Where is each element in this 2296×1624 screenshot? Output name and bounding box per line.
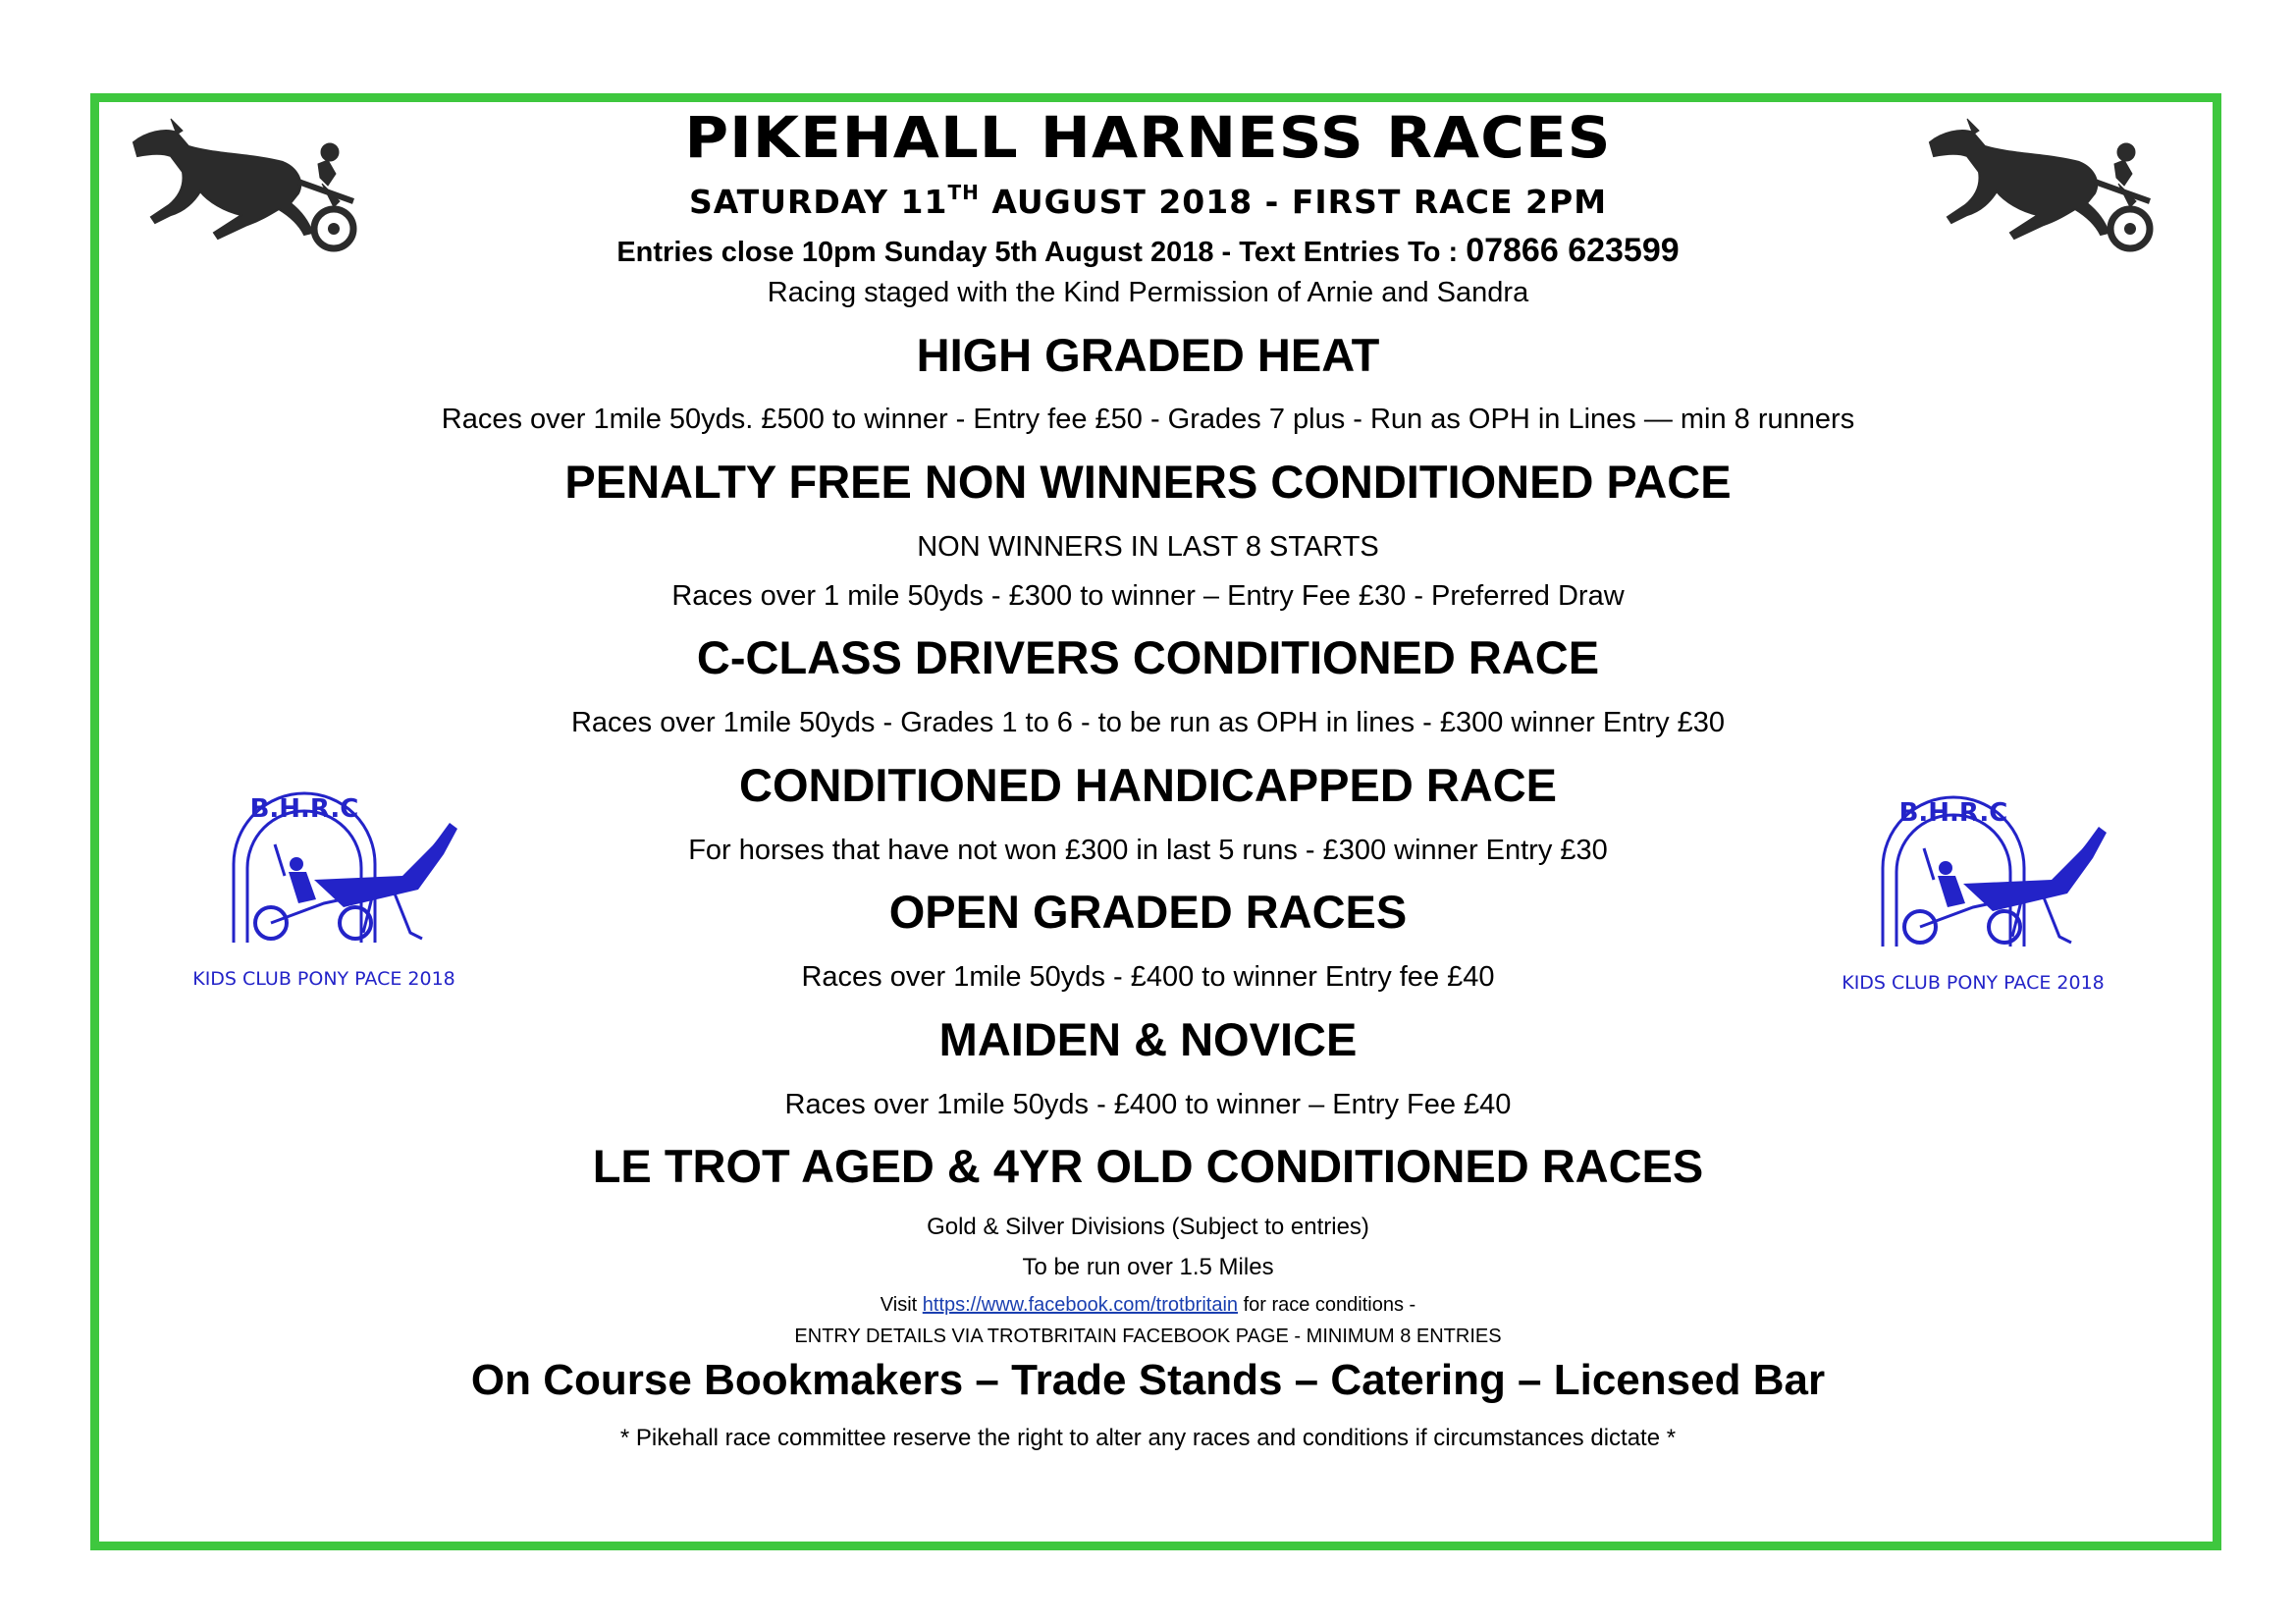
race-heading: PENALTY FREE NON WINNERS CONDITIONED PACE xyxy=(564,456,1732,508)
race-heading: MAIDEN & NOVICE xyxy=(938,1013,1358,1065)
race-details: Gold & Silver Divisions (Subject to entries) xyxy=(927,1214,1369,1240)
visit-after-text: for race conditions - xyxy=(1238,1294,1416,1316)
race-details: To be run over 1.5 Miles xyxy=(1022,1254,1274,1280)
event-date-ordinal: TH xyxy=(947,181,980,204)
race-details: NON WINNERS IN LAST 8 STARTS xyxy=(917,531,1379,563)
bhrc-logo-left xyxy=(177,785,471,1011)
race-heading: C-CLASS DRIVERS CONDITIONED RACE xyxy=(696,631,1600,683)
event-date-suffix: AUGUST 2018 - FIRST RACE 2PM xyxy=(979,183,1608,221)
entry-details: ENTRY DETAILS VIA TROTBRITAIN FACEBOOK PAGE - MINIMUM 8 ENTRIES xyxy=(794,1326,1502,1347)
entries-close xyxy=(0,232,2296,270)
logo-caption: KIDS CLUB PONY PACE 2018 xyxy=(192,968,455,990)
race-details: For horses that have not won £300 in last 5 runs - £300 winner Entry £30 xyxy=(688,835,1608,866)
visit-text: Visit xyxy=(880,1294,923,1316)
page-title: PIKEHALL HARNESS RACES xyxy=(684,104,1612,171)
permission-note: Racing staged with the Kind Permission of Arnie and Sandra xyxy=(767,277,1529,308)
race-details: Races over 1mile 50yds - £400 to winner Entry fee £40 xyxy=(801,961,1495,993)
event-date xyxy=(0,181,2296,221)
race-details: Races over 1 mile 50yds - £300 to winner – Entry Fee £30 - Preferred Draw xyxy=(671,580,1625,612)
entries-text: Entries close 10pm Sunday 5th August 2018 - Text Entries To : xyxy=(616,237,1467,268)
bhrc-letters: B.H.R.C xyxy=(249,794,359,824)
disclaimer: * Pikehall race committee reserve the right to alter any races and conditions if circumstances dictate * xyxy=(619,1425,1677,1451)
event-date-prefix: SATURDAY 11 xyxy=(688,183,948,221)
bhrc-logo-right xyxy=(1826,789,2120,1015)
facilities-line: On Course Bookmakers – Trade Stands – Catering – Licensed Bar xyxy=(470,1356,1826,1404)
race-details: Races over 1mile 50yds - £400 to winner – Entry Fee £40 xyxy=(784,1089,1512,1120)
trotbritain-link[interactable]: https://www.facebook.com/trotbritain xyxy=(922,1294,1239,1316)
bhrc-emblem-icon xyxy=(177,785,471,972)
logo-caption: KIDS CLUB PONY PACE 2018 xyxy=(1842,972,2105,994)
trotbritain-visit xyxy=(0,1294,2296,1317)
entries-phone: 07866 623599 xyxy=(1466,232,1680,269)
race-heading: OPEN GRADED RACES xyxy=(888,886,1408,938)
race-details: Races over 1mile 50yds - Grades 1 to 6 - to be run as OPH in lines - £300 winner Entry £30 xyxy=(570,707,1726,738)
race-heading: CONDITIONED HANDICAPPED RACE xyxy=(739,759,1557,811)
bhrc-letters: B.H.R.C xyxy=(1898,798,2008,828)
race-heading: LE TROT AGED & 4YR OLD CONDITIONED RACES xyxy=(592,1140,1704,1192)
bhrc-emblem-icon xyxy=(1826,789,2120,976)
race-details: Races over 1mile 50yds. £500 to winner - Entry fee £50 - Grades 7 plus - Run as OPH in Lines — min 8 runners xyxy=(441,404,1855,435)
race-heading: HIGH GRADED HEAT xyxy=(916,329,1380,381)
